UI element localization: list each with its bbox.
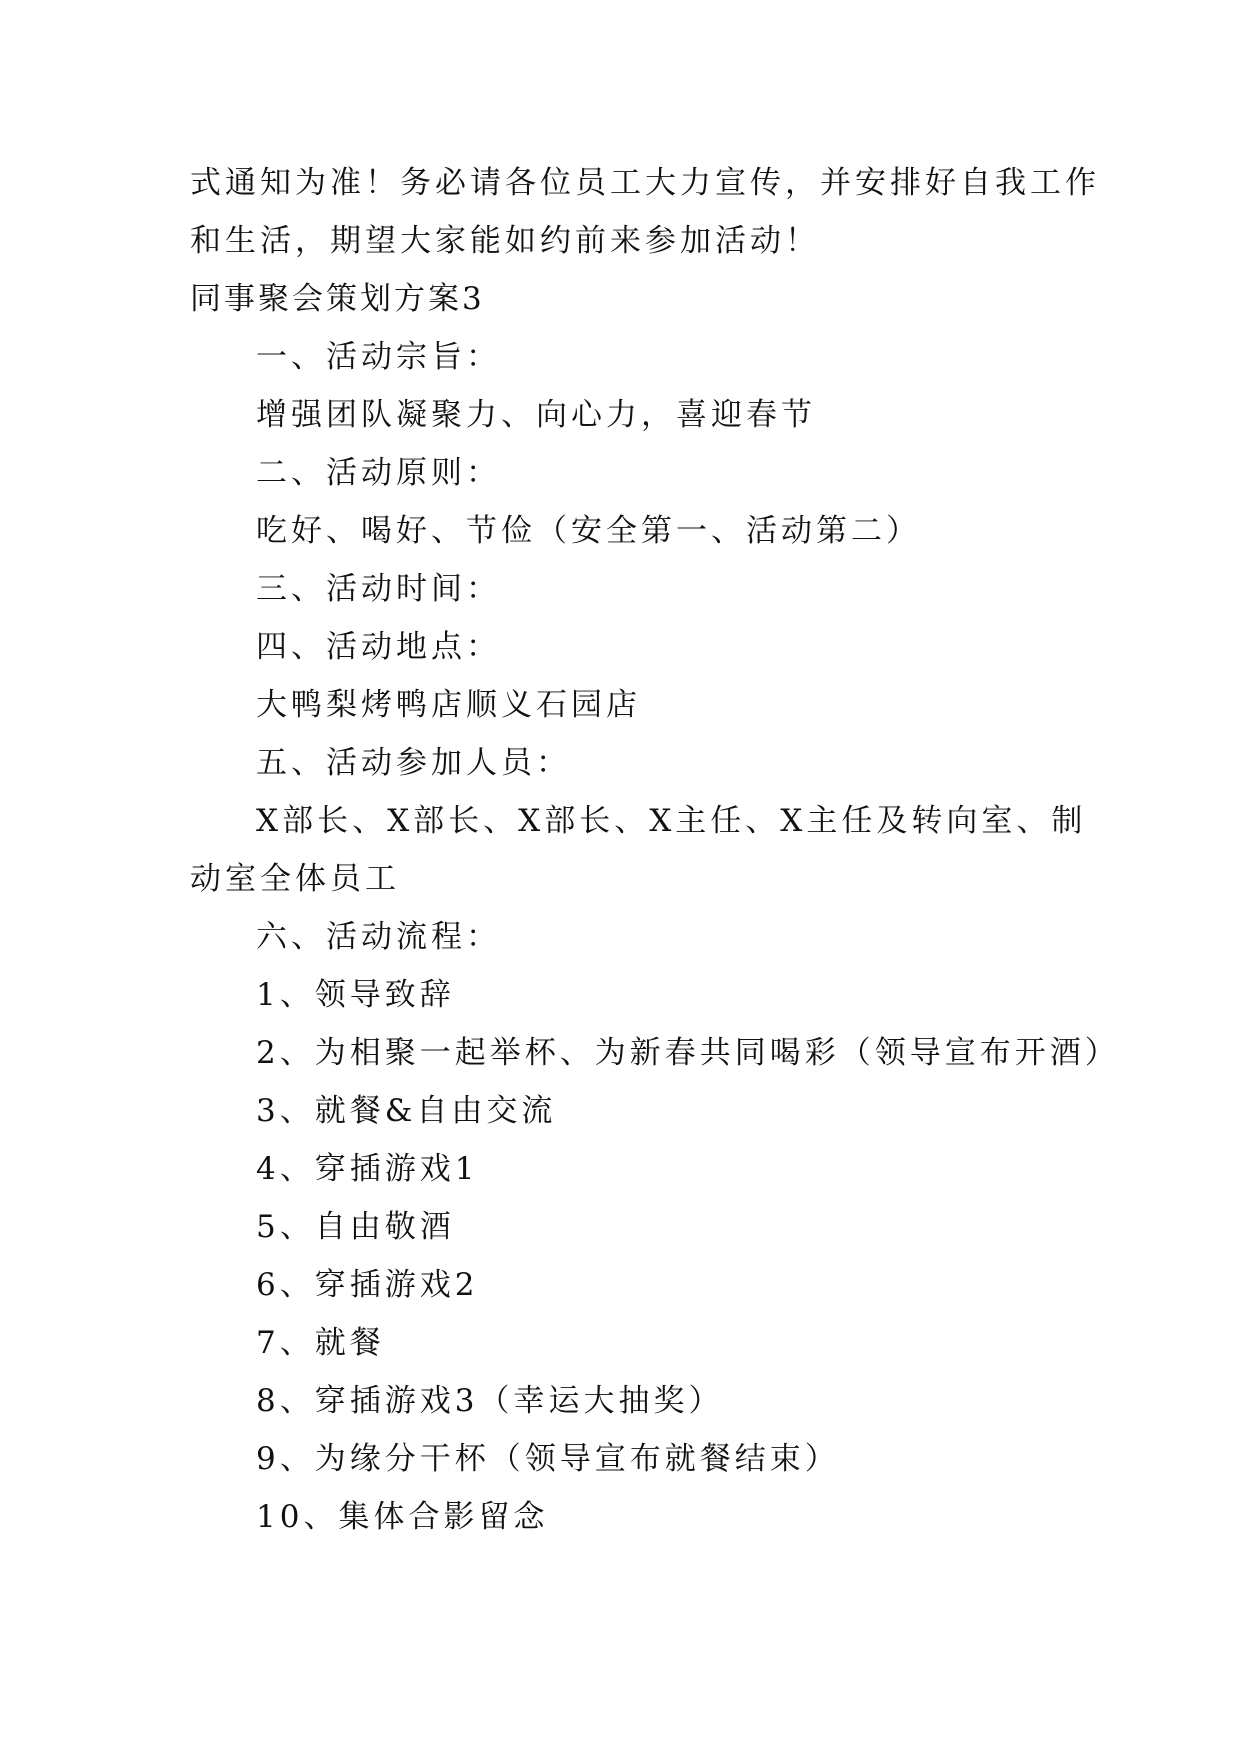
process-step: 8、穿插游戏3（幸运大抽奖）	[256, 1383, 724, 1419]
process-heading: 六、活动流程：	[256, 919, 501, 955]
process-step: 6、穿插游戏2	[256, 1267, 479, 1303]
process-step: 4、穿插游戏1	[256, 1151, 479, 1187]
process-step: 5、自由敬酒	[256, 1209, 455, 1245]
location-text: 大鸭梨烤鸭店顺义石园店	[256, 687, 641, 723]
participants-text-line-1: X部长、X部长、X部长、X主任、X主任及转向室、制	[256, 803, 1087, 839]
process-step: 3、就餐&自由交流	[256, 1093, 557, 1129]
participants-heading: 五、活动参加人员：	[256, 745, 571, 781]
process-step: 9、为缘分干杯（领导宣布就餐结束）	[256, 1441, 840, 1477]
process-step: 1、领导致辞	[256, 977, 455, 1013]
participants-text-line-2: 动室全体员工	[190, 861, 400, 897]
principle-heading: 二、活动原则：	[256, 455, 501, 491]
purpose-heading: 一、活动宗旨：	[256, 339, 501, 375]
purpose-text: 增强团队凝聚力、向心力，喜迎春节	[256, 397, 816, 433]
continuation-line-2: 和生活，期望大家能如约前来参加活动！	[190, 223, 820, 259]
continuation-line-1: 式通知为准！务必请各位员工大力宣传，并安排好自我工作	[190, 165, 1100, 201]
location-heading: 四、活动地点：	[256, 629, 501, 665]
time-heading: 三、活动时间：	[256, 571, 501, 607]
section-title: 同事聚会策划方案3	[190, 281, 485, 317]
process-step: 10、集体合影留念	[256, 1499, 549, 1535]
process-step: 7、就餐	[256, 1325, 385, 1361]
principle-text: 吃好、喝好、节俭（安全第一、活动第二）	[256, 513, 921, 549]
process-step: 2、为相聚一起举杯、为新春共同喝彩（领导宣布开酒）	[256, 1035, 1120, 1071]
